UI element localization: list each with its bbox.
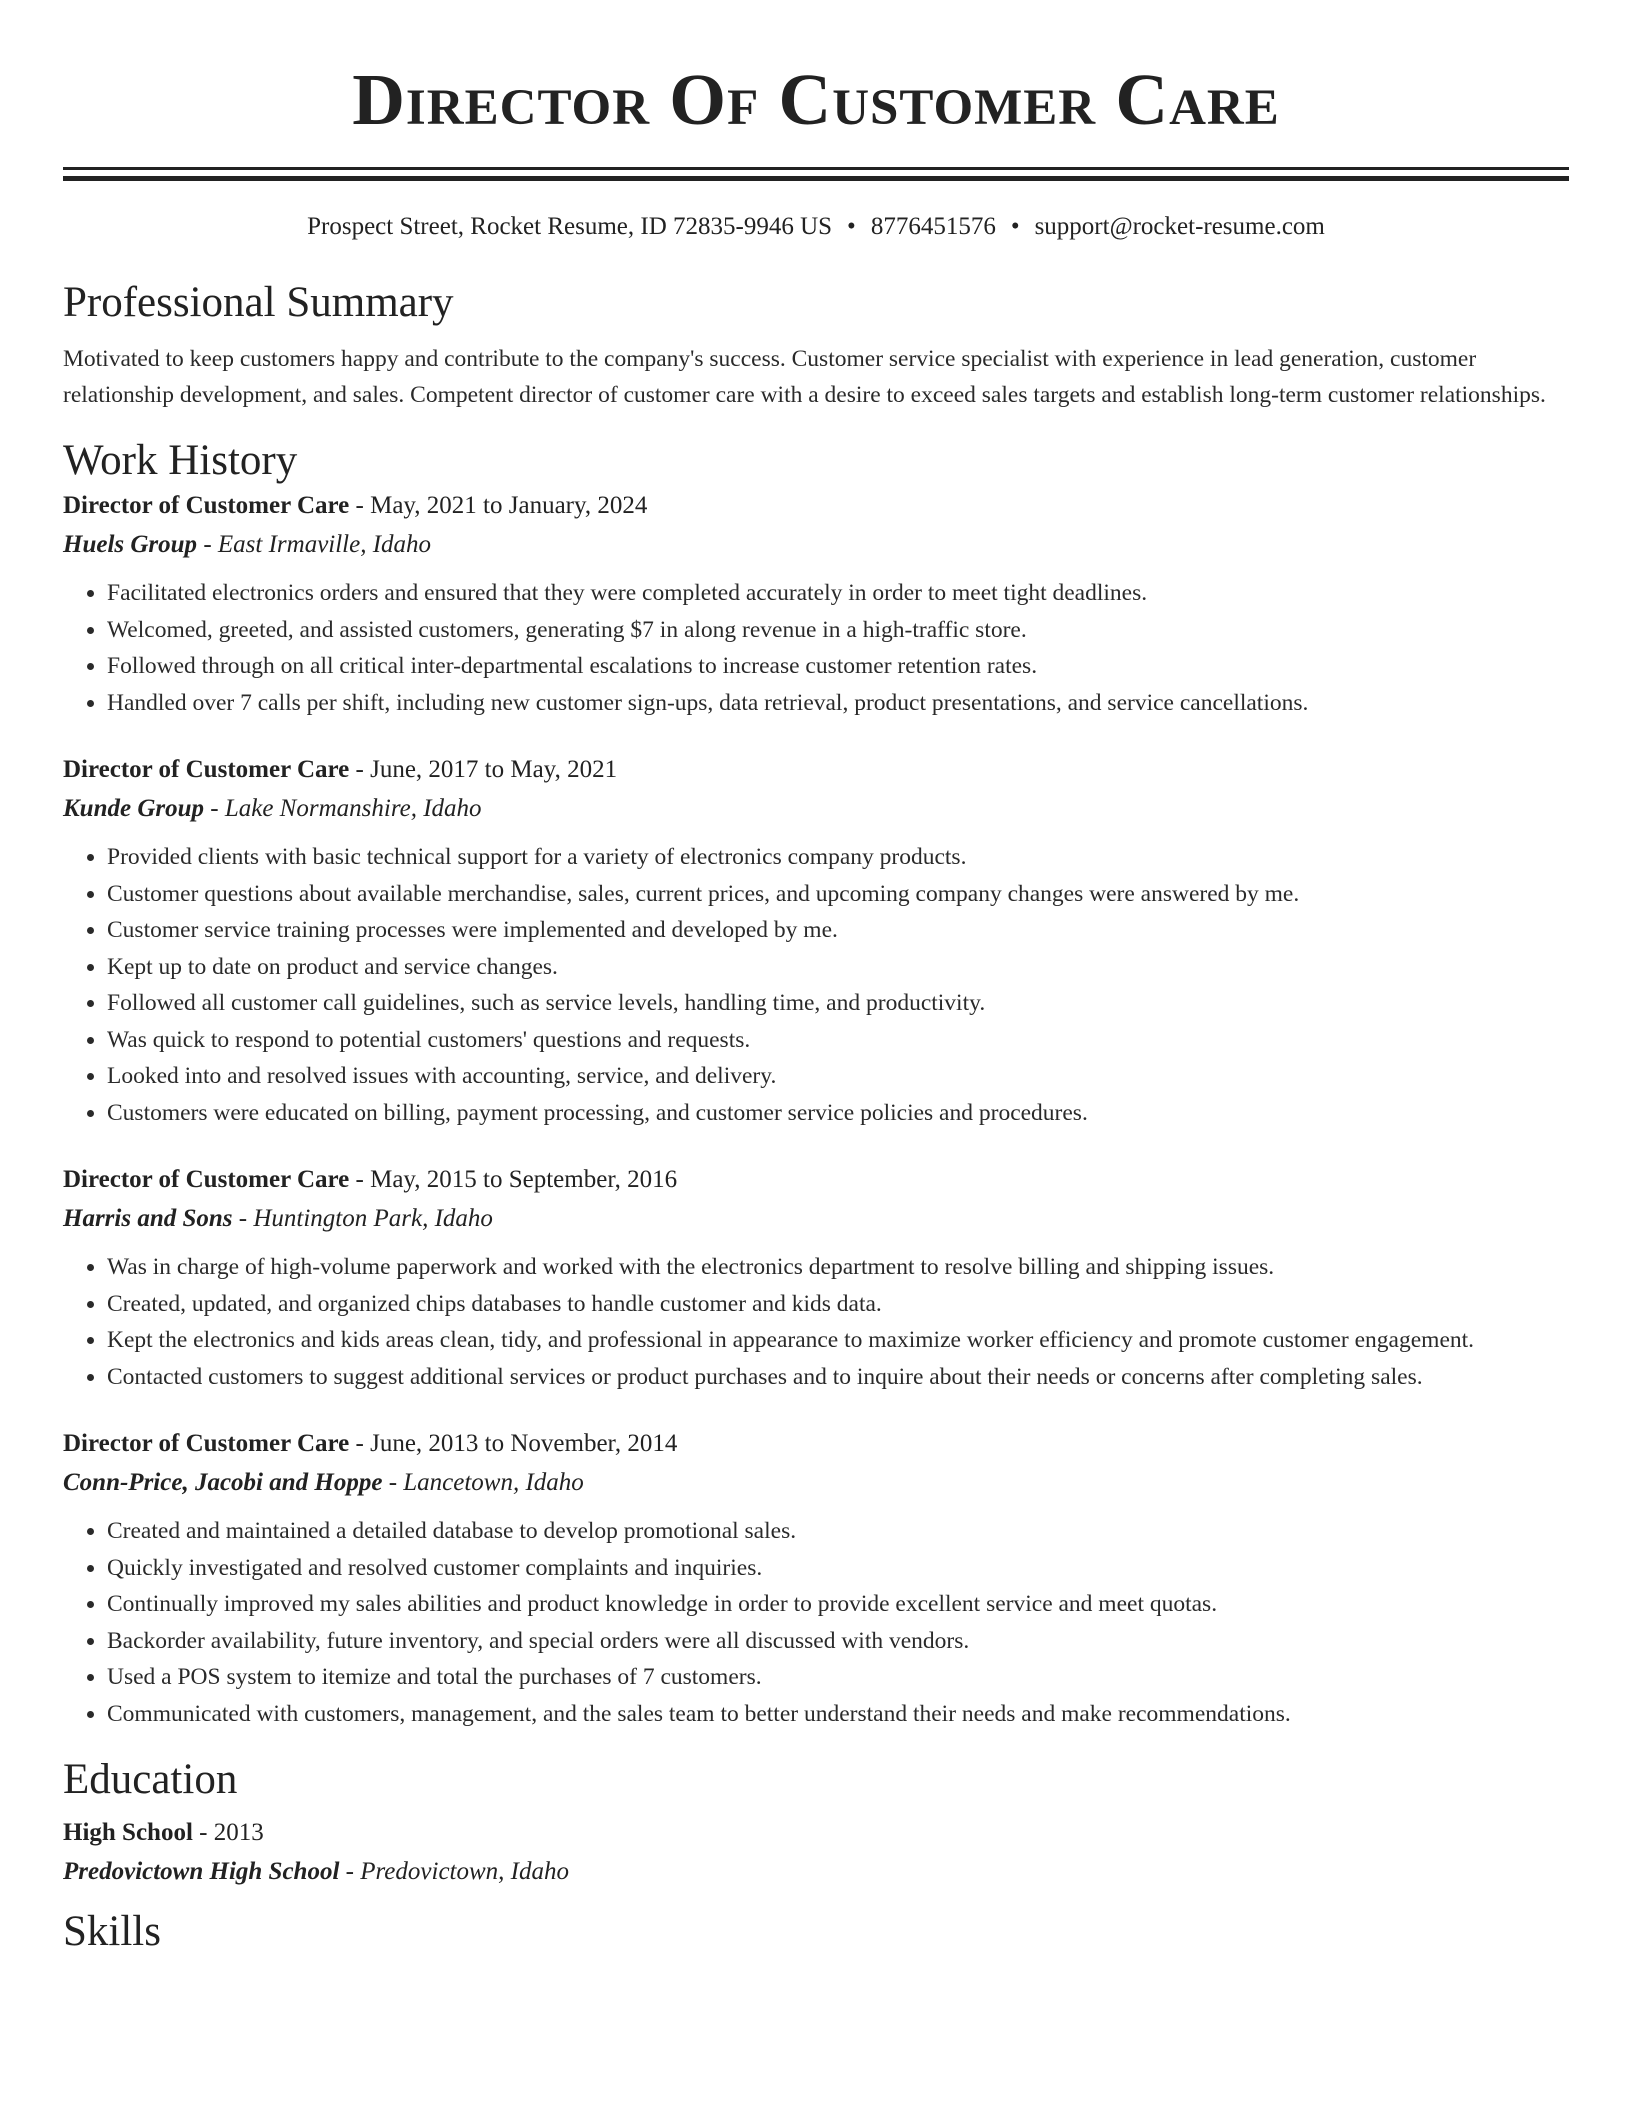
- job-employer: [63, 525, 1569, 565]
- job-company: Conn-Price, Jacobi and Hoppe: [63, 1469, 383, 1496]
- job-bullet-list: [63, 575, 1569, 721]
- contact-address: Prospect Street, Rocket Resume, ID 72835-9946 US: [307, 213, 833, 240]
- header-rule-bottom: [63, 176, 1569, 181]
- contact-email: support@rocket-resume.com: [1034, 213, 1325, 240]
- education-degree-line: [63, 1814, 1569, 1852]
- job-entry: [63, 1425, 1569, 1732]
- job-bullet: • Created and maintained a detailed database to develop promotional sales.: [107, 1513, 1569, 1550]
- job-bullet: • Backorder availability, future inventory, and special orders were all discussed with vendors.: [107, 1623, 1569, 1660]
- job-bullet: • Quickly investigated and resolved customer complaints and inquiries.: [107, 1550, 1569, 1587]
- job-location: - Lake Normanshire, Idaho: [204, 795, 482, 822]
- job-bullet: • Handled over 7 calls per shift, including new customer sign-ups, data retrieval, product presentations, and service cancellations.: [107, 685, 1569, 722]
- job-dates: - June, 2013 to November, 2014: [349, 1430, 678, 1457]
- job-bullet: • Followed all customer call guidelines, such as service levels, handling time, and productivity.: [107, 985, 1569, 1022]
- job-entry: [63, 751, 1569, 1131]
- work-history-heading: Work History: [63, 437, 298, 484]
- contact-phone: 8776451576: [870, 213, 996, 240]
- education-heading: Education: [63, 1756, 238, 1803]
- job-heading: [63, 487, 1569, 525]
- job-entry: [63, 1161, 1569, 1395]
- job-bullet: • Kept up to date on product and service changes.: [107, 949, 1569, 986]
- job-title: Director of Customer Care: [63, 756, 350, 783]
- job-bullet: • Provided clients with basic technical support for a variety of electronics company products.: [107, 839, 1569, 876]
- job-location: - Lancetown, Idaho: [382, 1469, 584, 1496]
- job-employer: [63, 789, 1569, 829]
- job-bullet: • Contacted customers to suggest additional services or product purchases and to inquire about their needs or concerns after completing sales.: [107, 1359, 1569, 1396]
- job-bullet: • Welcomed, greeted, and assisted customers, generating $7 in along revenue in a high-traffic store.: [107, 612, 1569, 649]
- job-bullet: • Facilitated electronics orders and ensured that they were completed accurately in order to meet tight deadlines.: [107, 575, 1569, 612]
- job-heading: [63, 1161, 1569, 1199]
- spacer: [63, 1395, 1569, 1425]
- resume-name: Director Of Customer Care: [352, 59, 1280, 140]
- job-location: - Huntington Park, Idaho: [232, 1205, 493, 1232]
- job-bullet: • Customer questions about available merchandise, sales, current prices, and upcoming company changes were answered by me.: [107, 876, 1569, 913]
- job-company: Kunde Group: [63, 795, 205, 822]
- job-title: Director of Customer Care: [63, 492, 350, 519]
- job-bullet: • Continually improved my sales abilities and product knowledge in order to provide excellent service and meet quotas.: [107, 1586, 1569, 1623]
- education-degree: High School: [63, 1819, 193, 1846]
- contact-separator: •: [847, 213, 856, 240]
- contact-line: [63, 211, 1569, 243]
- job-bullet-list: [63, 1513, 1569, 1732]
- job-location: - East Irmaville, Idaho: [197, 531, 432, 558]
- skills-heading: Skills: [63, 1908, 161, 1955]
- job-dates: - June, 2017 to May, 2021: [349, 756, 618, 783]
- job-bullet: • Kept the electronics and kids areas clean, tidy, and professional in appearance to maximize worker efficiency and promote customer engagement.: [107, 1322, 1569, 1359]
- job-bullet: • Used a POS system to itemize and total the purchases of 7 customers.: [107, 1659, 1569, 1696]
- job-bullet: • Looked into and resolved issues with accounting, service, and delivery.: [107, 1058, 1569, 1095]
- job-employer: [63, 1463, 1569, 1503]
- spacer: [63, 1131, 1569, 1161]
- job-title: Director of Customer Care: [63, 1166, 350, 1193]
- job-bullet-list: [63, 1249, 1569, 1395]
- summary-heading: Professional Summary: [63, 279, 454, 326]
- job-bullet: • Created, updated, and organized chips databases to handle customer and kids data.: [107, 1286, 1569, 1323]
- contact-separator: •: [1010, 213, 1020, 240]
- job-bullet: • Was quick to respond to potential customers' questions and requests.: [107, 1022, 1569, 1059]
- education-location: - Predovictown, Idaho: [339, 1858, 569, 1885]
- education-school-line: [63, 1852, 1569, 1892]
- education-school: Predovictown High School: [63, 1858, 340, 1885]
- job-company: Huels Group: [63, 531, 198, 558]
- education-year: - 2013: [192, 1819, 264, 1846]
- summary-text: Motivated to keep customers happy and contribute to the company's success. Customer service specialist with experience in lead generation, customer relationship development, and sales. Competent director of customer care with a desire to exceed sales targets and establish long-term customer relationships.: [63, 346, 1546, 408]
- spacer: [63, 721, 1569, 751]
- job-dates: - May, 2015 to September, 2016: [349, 1166, 678, 1193]
- job-bullet: • Customer service training processes were implemented and developed by me.: [107, 912, 1569, 949]
- job-bullet: • Communicated with customers, management, and the sales team to better understand their needs and make recommendations.: [107, 1696, 1569, 1733]
- job-company: Harris and Sons: [63, 1205, 233, 1232]
- job-bullet: • Followed through on all critical inter-departmental escalations to increase customer retention rates.: [107, 648, 1569, 685]
- header-rule-top: [63, 167, 1569, 170]
- job-bullet: • Customers were educated on billing, payment processing, and customer service policies and procedures.: [107, 1095, 1569, 1132]
- job-heading: [63, 1425, 1569, 1463]
- job-bullet-list: [63, 839, 1569, 1131]
- job-heading: [63, 751, 1569, 789]
- job-employer: [63, 1199, 1569, 1239]
- job-entry: [63, 487, 1569, 721]
- job-title: Director of Customer Care: [63, 1430, 350, 1457]
- job-dates: - May, 2021 to January, 2024: [349, 492, 648, 519]
- job-bullet: • Was in charge of high-volume paperwork and worked with the electronics department to resolve billing and shipping issues.: [107, 1249, 1569, 1286]
